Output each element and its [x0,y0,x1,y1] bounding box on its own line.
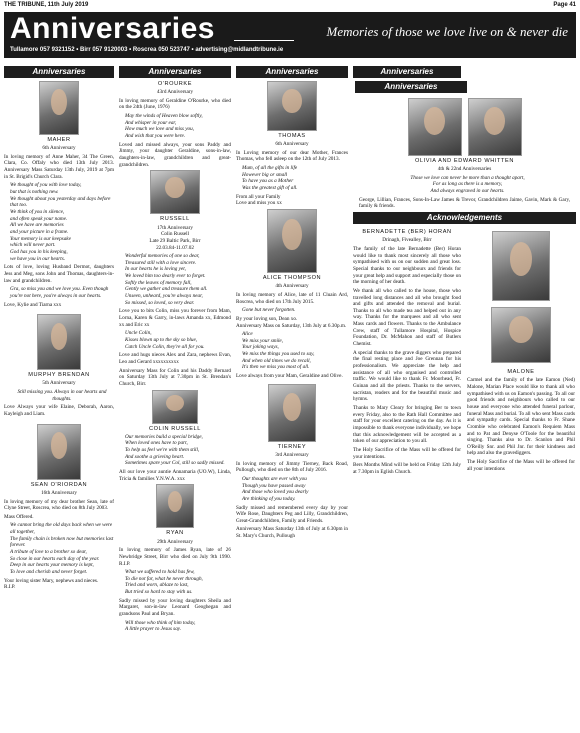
notice-name: THOMAS [278,133,306,139]
notice-sub: 4th Anniversary [275,283,309,290]
section-bar-anniversaries: Anniversaries [236,66,348,78]
notice-name: ALICE THOMPSON [262,275,322,282]
whitten-notice [353,158,576,210]
notice-sub: 6th Anniversary [275,141,309,148]
notice-body: In Loving memory of our dear Mother, Frances Thomas, who fell asleep on the 12th of July 2013. [236,149,348,163]
portrait-photo [152,390,198,424]
notice-verse: We cannot bring the old days back when we were all together, The family chain is broken now but memories last forever. A tribute of love to a brother so dear, So close in our hearts each day of the year. Deep in our hearts your memory is kept, To love and cherish and never forget. [10,522,114,576]
notice-body: Lots of love, loving Husband Dermot, daughters Jess and Meg, sons John and Thomas, daughters-in-law and grandchildren. [4,264,114,284]
notice-body: Anniversary Mass Saturday 13th of July at 6.30pm in St. Mary's Church, Pullough [236,526,348,540]
portrait-photo [39,81,79,135]
notice-sub: 29th Anniversary [157,538,193,545]
notice-body: In loving memory of Anne Maher, 34 The Green, Clara, Co. Offaly who died 13th July 2013. Anniversary Mass Saturday 13th July, 2019 at 7pm in St. Brigid's Church Clara. [4,153,114,180]
notice-verse: Wonderful memories of one so dear, Treasured still with a love sincere. In our hearts he is loving yet, We loved him too dearly ever to forget. Softly the leaves of memory fall, Gently we gather and treasure them all. Unseen, unheard, you're always near, So missed, so loved, so very dear. [125,253,208,306]
notice-sign: Your loving sister Mary, nephews and nieces. R.I.P. [4,577,99,591]
portrait-photo [156,484,194,528]
notice-body: Love Always your wife Elaine, Deborah, Aaron, Kayleigh and Liam. [4,404,114,418]
notice-sub: 17th Anniversary Colin Russell Late 29 Baltic Park, Birr 22.03.84-11.07.02 [149,224,201,251]
section-bar-acknowledgements: Acknowledgements [353,212,576,224]
notice-body: The family of the late Bernadette (Ber) Horan would like to thank most sincerely all those who sympathised with us on our sudden and great loss. Special thanks to our neighbours and friends for your great help and support and especially those on the morning of her death. [353,245,461,286]
notice-body: All our love your auntie Annamaria (UO.W), Linda, Tricia & families Y.N.W.A. xxx [119,469,231,482]
horan-notice [353,227,461,477]
notice-verse: Still missing you. Always in our hearts and thoughts. [17,389,107,402]
notice-verse: Gone but never forgotten. [242,307,296,314]
column-1 [4,66,114,729]
notice-sign: From all your Family Love and miss you xx [236,193,282,207]
page-title: Anniversaries [10,12,215,45]
portrait-photo [267,209,317,273]
notice-body: The Holy Sacrifice of the Mass will be offered for all your intentions [467,459,575,472]
notice-verse: Our thoughts are ever with you Though you have passed away And those who loved you dearly Are thinking of you today. [242,475,309,502]
portrait-photo [37,314,81,370]
notice-body: Sadly missed by your loving daughters Sheila and Margaret, son-in-law Leonard Geoghegan and grandsons Paul and Bryan. [119,597,231,618]
notice-body: Anniversary Mass for Colin and his Daddy Bernard on Saturday 13th July at 7.30pm in St. Brendan's Church, Birr. [119,367,231,387]
notice-verse: May the winds of Heaven blow softly, And whisper in your ear, How much we love and miss you, And wish that you were here. [125,113,203,140]
portrait-photo [150,170,200,214]
notice-name: OLIVIA AND EDWARD WHITTEN [414,158,515,164]
notice-body: In loving memory of my dear brother Sean, late of Clyne Street, Roscrea, who died on 8th July 2003. [4,498,114,512]
notice-body: Love you to bits Colin, miss you forever from Mam, Lorna, Karen & Garry, in-laws Amanda xx, Edmond xx and Eric xx [119,308,231,328]
page-number: Page 41 [553,2,576,8]
column-2 [119,66,231,729]
right-panel [353,66,576,729]
notice-sign: Love, Kylie and Tiarna xxx [4,301,62,308]
notice-verse: Gra, so miss you and we love you. Even though you're not here, you're always in our hearts. [10,286,109,299]
notice-verse: We thought of you with love today, but that is nothing new. We thought about you yesterday and days before that too. We think of you in silence, and often speak your name. All we have are memories and your picture in a frame. Your memory is our keepsake which will never part. God has you in his keeping, we have you in our hearts. [10,182,111,262]
notice-verse: Will those who think of him today, A little prayer to Jesus say. [125,619,196,633]
couple-photos [353,98,576,156]
notice-name: MALONE [507,369,535,376]
section-bar-anniversaries: Anniversaries [4,66,114,78]
notice-name: O'ROURKE [157,81,193,87]
notice-body: In loving memory of Geraldine O'Rourke, who died on the 24th (June, 1976) [119,97,231,111]
notice-sub: 6th Anniversary [42,145,76,152]
notice-body: The Holy Sacrifice of the Mass will be offered for your intentions. [353,446,461,460]
page-topline [4,2,576,11]
notice-body: In loving memory of James Ryan, late of 26 Newbridge Street, Birr who died on July 9th 1990. R.I.P. [119,547,231,567]
notice-name: RUSSELL [160,216,190,223]
notice-name: MAHER [47,137,71,143]
notice-body: Loved and missed always, your sons Paddy and Jimmy, your daughter Geraldine, sons-in-law, daughters-in-law, grandchildren and great-grandchildren. [119,141,231,168]
notice-name: SEAN O'RIORDAN [30,481,88,488]
notice-body: By your loving son, Dean xo. Anniversary Mass on Saturday, 13th July at 6.30p.m. [236,315,347,329]
notice-body: George, Lillian, Frances, Sons-In-Law James & Trevor, Grandchildren Jaime, Gavin, Mark & Gary, family & friends. [359,196,570,210]
title-rule [234,40,294,41]
masthead [4,12,576,58]
notice-body: Mass Offered. [4,513,34,520]
notice-body: In loving memory of Jimmy Tierney, Back Road, Pullough, who died on the 8th of July 2016. [236,460,348,474]
notice-sign: Love always from your Mam, Geraldine and Olive. [236,373,343,380]
column-3 [236,66,348,729]
notice-verse: Alice We miss your smile, Your joking ways, We miss the things you used to say, And when old times we do recall, It's then we miss you most of all. [242,331,315,371]
contact-line: Tullamore 057 9321152 • Birr 057 9120003 • Roscrea 050 523747 • advertising@midlandtribune.ie [10,47,284,53]
notice-body: A special thanks to the grave diggers who prepared the final resting place and Joe Grennan for his professionalism. We appreciate the help and assistance of all who organised and controlled traffic. We would like to thank Fr. Moorhead, Fr. Guinan and all the priests. Thanks to the servers, sacristan, readers and for the beautiful music and hymns. [353,349,461,403]
notice-verse: Mum, of all the gifts in life However big or small To have you as a Mother Was the greatest gift of all. [242,165,298,192]
notice-name: RYAN [166,530,184,537]
notice-sub: 16th Anniversary [41,489,77,496]
notice-body: Thanks to Mary Cleary for bringing Ber to town every Friday, also to the Rath Hall Committee and staff for your excellent catering on the day. As it is impossible to thank everyone individually, we hope that this acknowledgement will be accepted as a token of our appreciation to you all. [353,405,461,445]
notice-sub: 5th Anniversary [42,380,76,387]
section-bar-anniversaries: Anniversaries [353,66,461,78]
paper-date: THE TRIBUNE, 11th July 2019 [4,2,89,8]
tagline: Memories of those we love live on & never die [326,24,568,39]
portrait-photo [268,384,316,442]
portrait-photo [491,307,551,363]
portrait-photo [408,98,462,156]
notice-body: Sadly missed and remembered every day by your Wife Rose, Daughters Peg and Lilly, Grandchildren, Great-Grandchildren, Family and Friends. [236,504,348,524]
notice-verse: Our memories build a special bridge, When loved ones have to part, To help us feel we're with them still, And soothe a grieving heart. Sometimes spare your Col, still so sadly missed. [125,433,225,467]
notice-body: Bers Months Mind will be held on Friday 12th July at 7.30pm in Eglish Church. [353,462,461,475]
section-bar-anniversaries: Anniversaries [355,81,467,93]
notice-sub: 3rd Anniversary [275,451,309,458]
notice-body: Carmel and the family of the late Eamon (Ned) Malone, Marian Place would like to thank all who sympathised with us on Eamon's passing. To all our good friends and neighbours who called to our house and everyone who attended funeral parlour, funeral Mass and burial. To all who sent Mass cards and sympathy cards. Special thanks to Fr. Shane Crombie who celebrated Eamon's Requiem Mass and to Pat and Denyse O'Toole for the beautiful singing. Thanks also to Dr. Scanlon and Phil O'Reilly Snr. and Phil Jnr. for their kindness and help and also the gravediggers. [467,377,575,457]
section-bar-anniversaries: Anniversaries [119,66,231,78]
notice-sub: 4th & 22nd Anniversaries [437,166,492,173]
notice-sub: 43rd Anniversary [156,89,194,96]
notice-sub: Drinagh, Fivealley, Birr [382,237,432,244]
portrait-photo [37,424,81,480]
notice-body: Love and hugs nieces Alex and Zara, nephews Evan, Leo and Gerard xxxxxxxxxx [119,352,231,365]
portrait-photo [468,98,522,156]
notice-body: In loving memory of Alice, late of 11 Cluain Ard, Roscrea, who died on 17th July 2015. [236,291,348,305]
notice-name: MURPHY BRENDAN [28,372,90,379]
malone-column [467,227,575,477]
portrait-photo [267,81,317,131]
portrait-photo [492,231,550,301]
notice-verse: What we suffered to hold has few, To die not far, what he never through, Tried and worn, ablaze to last, But tried so hard to stay with us. [125,569,203,596]
notice-name: COLIN RUSSELL [149,425,201,432]
notice-name: TIERNEY [277,443,307,450]
notice-verse: Those we love can never be more than a thought apart, For as long as there is a memory, And always engraved in our hearts. [410,174,525,195]
notice-body: We thank all who called to the house, those who travelled long distances and all who brought food and gifts and attended the removal and burial. Thanks to all who made tea and helped out in any way. Thanks for the marquees and all who sent Mass cards and flowers. Thanks to the Ambulance Crew, staff of Tullamore Hospital, Hospice Foundation, Dr. McMahon and staff of Butlers Chemist. [353,287,461,348]
notice-verse: Uncle Colin, Kisses blown up to the sky so blue, Catch Uncle Colin, they're all for you. [125,330,205,350]
notice-name: BERNADETTE (BER) HORAN [362,229,452,236]
acknowledgements-area [353,227,576,477]
